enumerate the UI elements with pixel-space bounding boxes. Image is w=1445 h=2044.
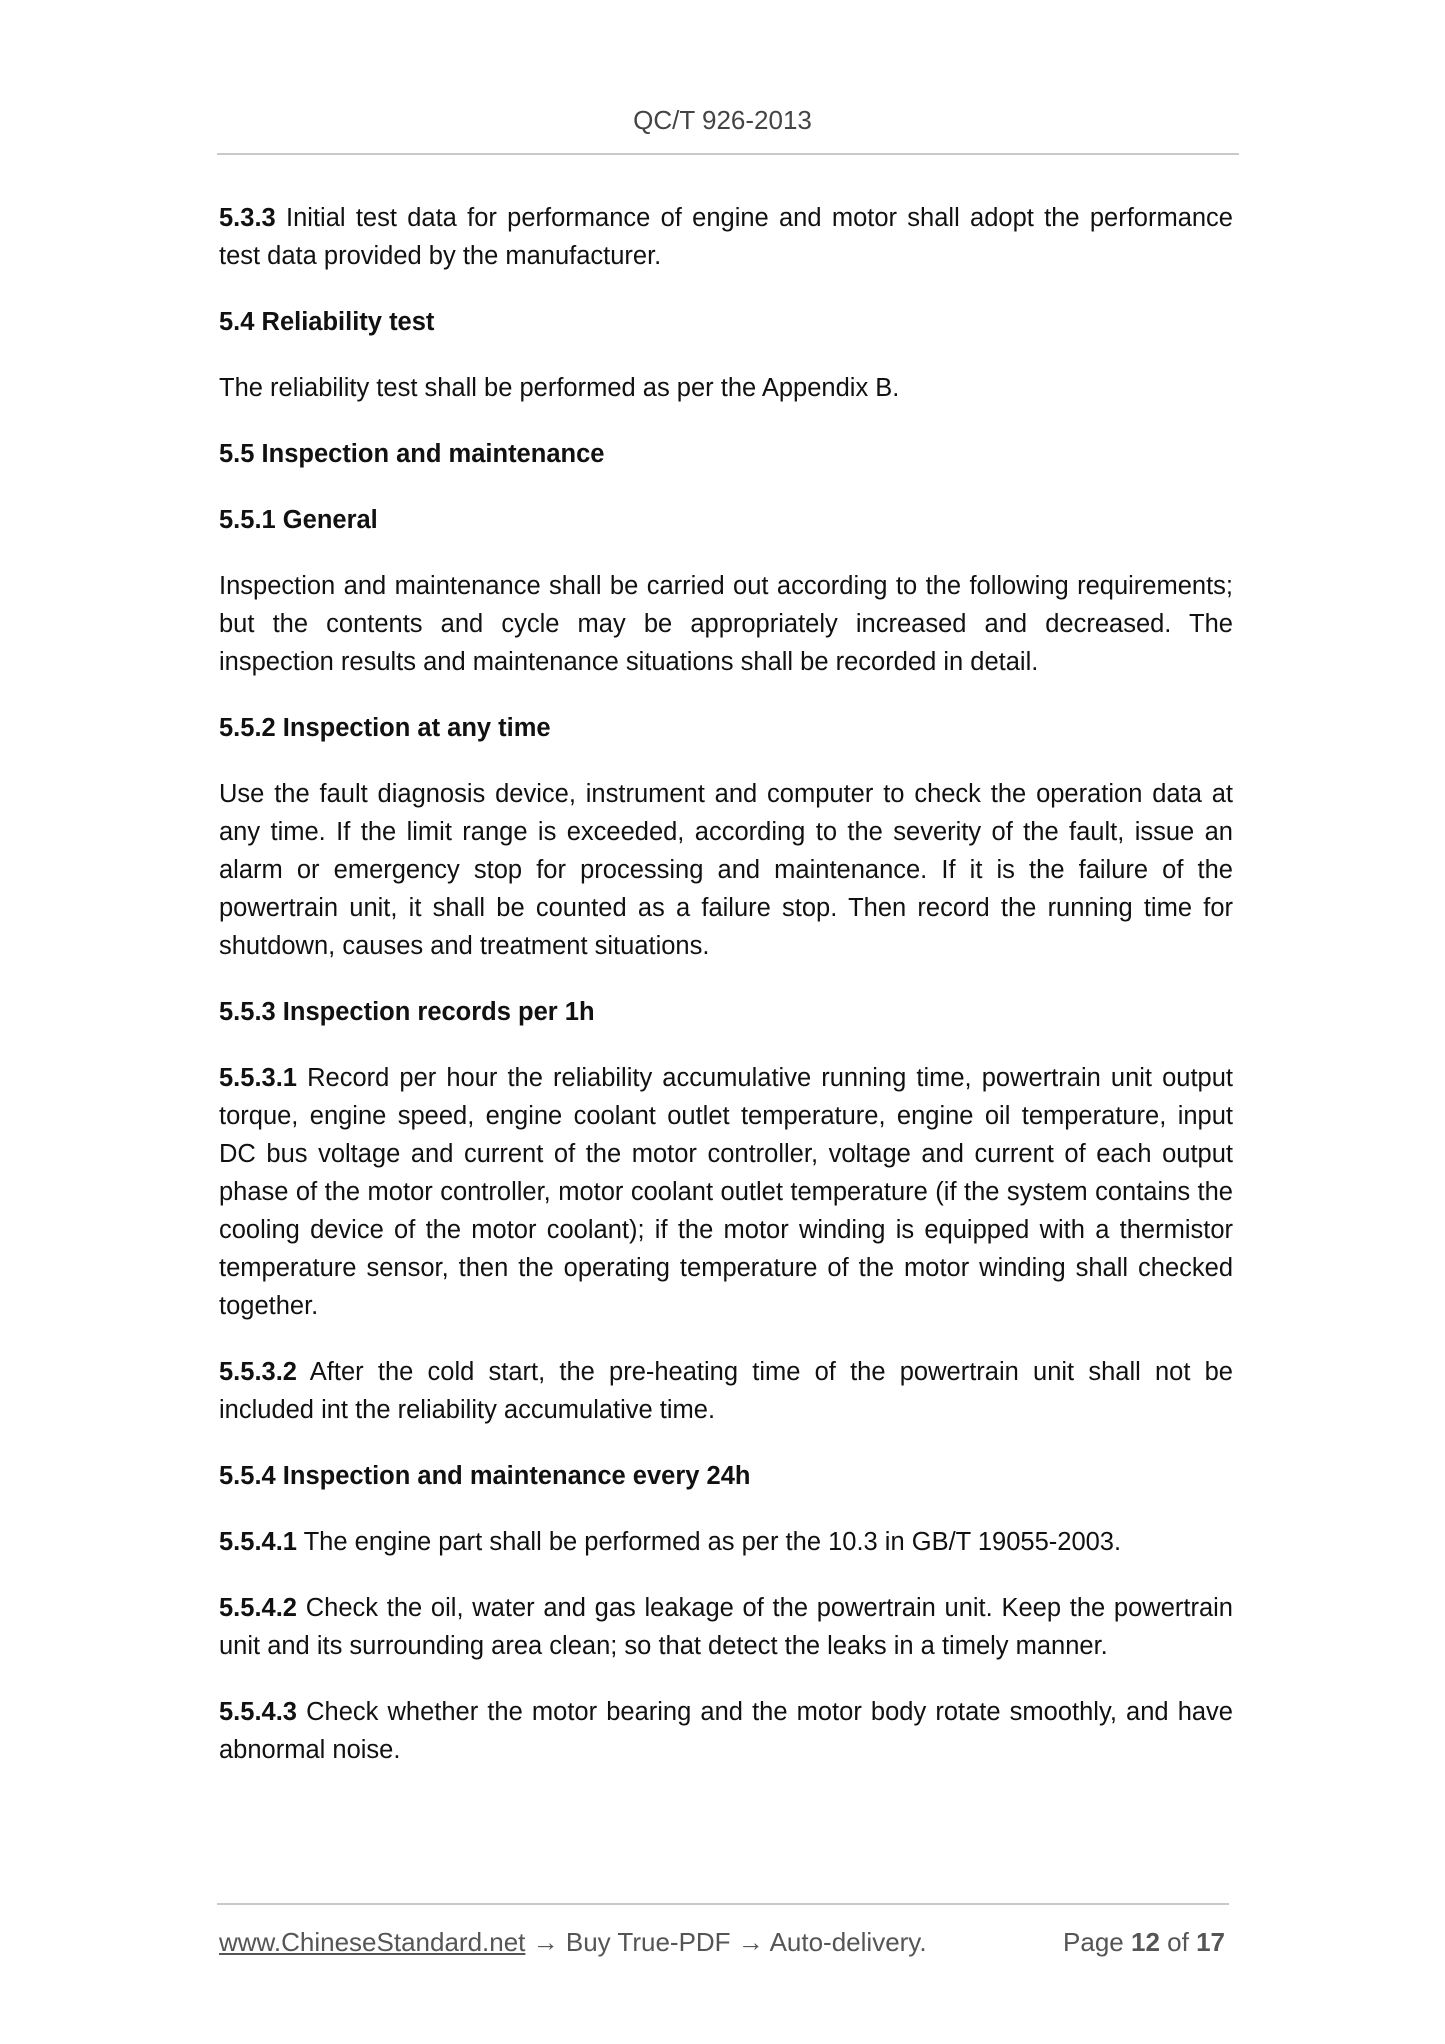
paragraph-5-4: The reliability test shall be performed as per the Appendix B. bbox=[219, 374, 900, 402]
header-divider bbox=[217, 153, 1239, 155]
of-label: of bbox=[1167, 1927, 1189, 1957]
clause-5-5-3-1 bbox=[219, 1059, 1233, 1325]
document-body bbox=[219, 199, 1233, 1797]
website-link[interactable]: www.ChineseStandard.net bbox=[219, 1927, 526, 1957]
section-heading-5-4: 5.4 Reliability test bbox=[219, 308, 435, 336]
page-indicator bbox=[1063, 1922, 1225, 1962]
clause-text: The engine part shall be performed as per the 10.3 in GB/T 19055-2003. bbox=[303, 1528, 1122, 1556]
section-heading-5-5-2: 5.5.2 Inspection at any time bbox=[219, 714, 551, 742]
clause-5-3-3 bbox=[219, 199, 1233, 275]
section-heading-5-5-3: 5.5.3 Inspection records per 1h bbox=[219, 998, 595, 1026]
footer-divider bbox=[217, 1903, 1229, 1905]
clause-5-5-4-2 bbox=[219, 1589, 1233, 1665]
page-footer bbox=[219, 1922, 1231, 1962]
footer-promo bbox=[219, 1922, 927, 1962]
clause-text: Check whether the motor bearing and the motor body rotate smoothly, and have abnormal noise. bbox=[219, 1698, 1233, 1764]
section-heading-5-5-4: 5.5.4 Inspection and maintenance every 24h bbox=[219, 1462, 751, 1490]
clause-5-5-3-2 bbox=[219, 1353, 1233, 1429]
footer-promo-text: → Buy True-PDF → Auto-delivery. bbox=[525, 1927, 927, 1957]
document-code-header: QC/T 926-2013 bbox=[633, 105, 812, 135]
clause-text: After the cold start, the pre-heating time of the powertrain unit shall not be included int the reliability accumulative time. bbox=[219, 1358, 1233, 1424]
paragraph-5-5-1: Inspection and maintenance shall be carried out according to the following requirements; but the contents and cycle may be appropriately increased and decreased. The inspection results and maintenance situations shall be recorded in detail. bbox=[219, 572, 1233, 676]
clause-number: 5.5.4.2 bbox=[219, 1594, 297, 1622]
section-heading-5-5-1: 5.5.1 General bbox=[219, 506, 378, 534]
clause-number: 5.5.4.3 bbox=[219, 1698, 297, 1726]
clause-5-5-4-3 bbox=[219, 1693, 1233, 1769]
clause-5-5-4-1 bbox=[219, 1523, 1233, 1561]
clause-text: Initial test data for performance of engine and motor shall adopt the performance test data provided by the manufacturer. bbox=[219, 204, 1233, 270]
clause-text: Check the oil, water and gas leakage of the powertrain unit. Keep the powertrain unit and its surrounding area clean; so that detect the leaks in a timely manner. bbox=[219, 1594, 1233, 1660]
page-label: Page bbox=[1063, 1927, 1124, 1957]
current-page-number: 12 bbox=[1131, 1927, 1160, 1957]
clause-number: 5.3.3 bbox=[219, 204, 276, 232]
clause-number: 5.5.3.1 bbox=[219, 1064, 297, 1092]
clause-number: 5.5.3.2 bbox=[219, 1358, 297, 1386]
clause-text: Record per hour the reliability accumulative running time, powertrain unit output torque, engine speed, engine coolant outlet temperature, engine oil temperature, input DC bus voltage and current of the motor controller, voltage and current of each output phase of the motor controller, motor coolant outlet temperature (if the system contains the cooling device of the motor coolant); if the motor winding is equipped with a thermistor temperature sensor, then the operating temperature of the motor winding shall checked together. bbox=[219, 1064, 1233, 1320]
section-heading-5-5: 5.5 Inspection and maintenance bbox=[219, 440, 605, 468]
paragraph-5-5-2: Use the fault diagnosis device, instrument and computer to check the operation data at any time. If the limit range is exceeded, according to the severity of the fault, issue an alarm or emergency stop for processing and maintenance. If it is the failure of the powertrain unit, it shall be counted as a failure stop. Then record the running time for shutdown, causes and treatment situations. bbox=[219, 780, 1233, 960]
clause-number: 5.5.4.1 bbox=[219, 1528, 297, 1556]
total-pages-number: 17 bbox=[1196, 1927, 1225, 1957]
